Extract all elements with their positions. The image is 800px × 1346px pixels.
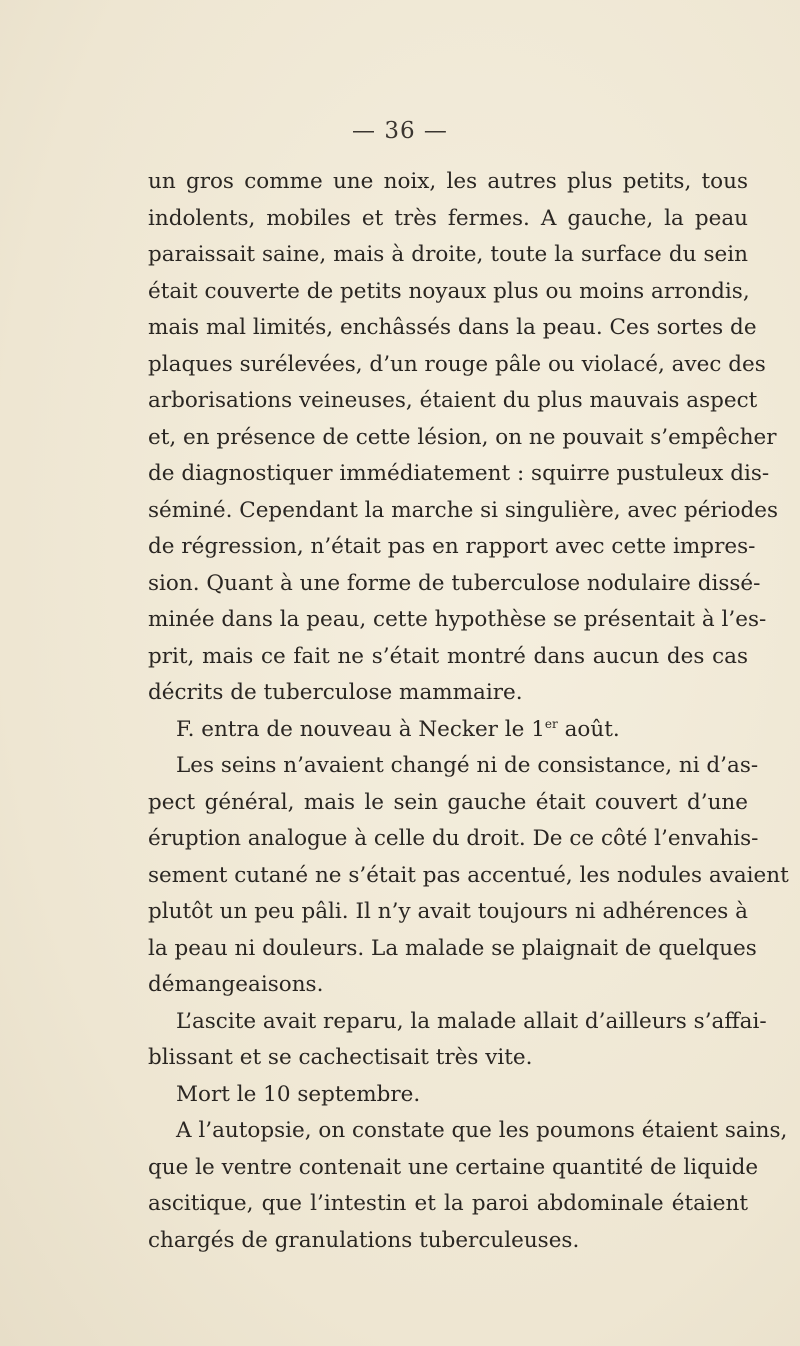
text-line: de diagnostiquer immédiatement : squirre pustuleux dis- [148,461,770,486]
text-line: prit, mais ce fait ne s’était montré dans aucun des cas [148,643,748,669]
text-line: mais mal limités, enchâssés dans la peau. Ces sortes de [148,315,757,340]
text-line: Mort le 10 septembre. [176,1081,421,1107]
text-line: minée dans la peau, cette hypothèse se présentait à l’es- [148,607,767,632]
text-line: la peau ni douleurs. La malade se plaignait de quelques [148,935,757,961]
text-line: sion. Quant à une forme de tuberculose nodulaire dissé- [148,570,761,596]
text-line: éruption analogue à celle du droit. De ce côté l’envahis- [148,826,759,851]
text-line: séminé. Cependant la marche si singulière, avec périodes [148,497,779,523]
text-line: un gros comme une noix, les autres plus petits, tous [148,169,748,194]
text-line: pect général, mais le sein gauche était couvert d’une [148,789,748,815]
text-line: L’ascite avait reparu, la malade allait d’ailleurs s’affai- [176,1008,767,1034]
text-line: que le ventre contenait une certaine quantité de liquide [148,1154,759,1180]
text-segment: août. [557,716,620,742]
text-line: sement cutané ne s’était pas accentué, les nodules avaient [148,862,789,888]
text-line: blissant et se cachectisait très vite. [148,1045,533,1070]
ordinal-superscript: er [544,716,558,731]
text-line: A l’autopsie, on constate que les poumons étaient sains, [176,1118,788,1143]
text-line [148,712,748,749]
text-line: ascitique, que l’intestin et la paroi abdominale étaient [148,1191,748,1216]
text-line: décrits de tuberculose mammaire. [148,680,523,705]
text-line: démangeaisons. [148,972,324,997]
body-text [148,164,789,1259]
text-line: arborisations veineuses, étaient du plus mauvais aspect [148,388,758,413]
text-line: chargés de granulations tuberculeuses. [148,1227,580,1253]
page-number: — 36 — [352,118,448,144]
text-line: était couverte de petits noyaux plus ou moins arrondis, [148,278,750,304]
text-line: et, en présence de cette lésion, on ne pouvait s’empêcher [148,424,777,450]
text-line: plaques surélevées, d’un rouge pâle ou violacé, avec des [148,351,766,377]
text-line: plutôt un peu pâli. Il n’y avait toujours ni adhérences à [148,899,748,924]
text-line: indolents, mobiles et très fermes. A gauche, la peau [148,205,748,231]
text-line: paraissait saine, mais à droite, toute la surface du sein [148,242,748,267]
text-segment: F. entra de nouveau à Necker le 1 [176,716,545,742]
text-line: de régression, n’était pas en rapport avec cette impres- [148,534,756,559]
text-line: Les seins n’avaient changé ni de consistance, ni d’as- [176,753,759,778]
